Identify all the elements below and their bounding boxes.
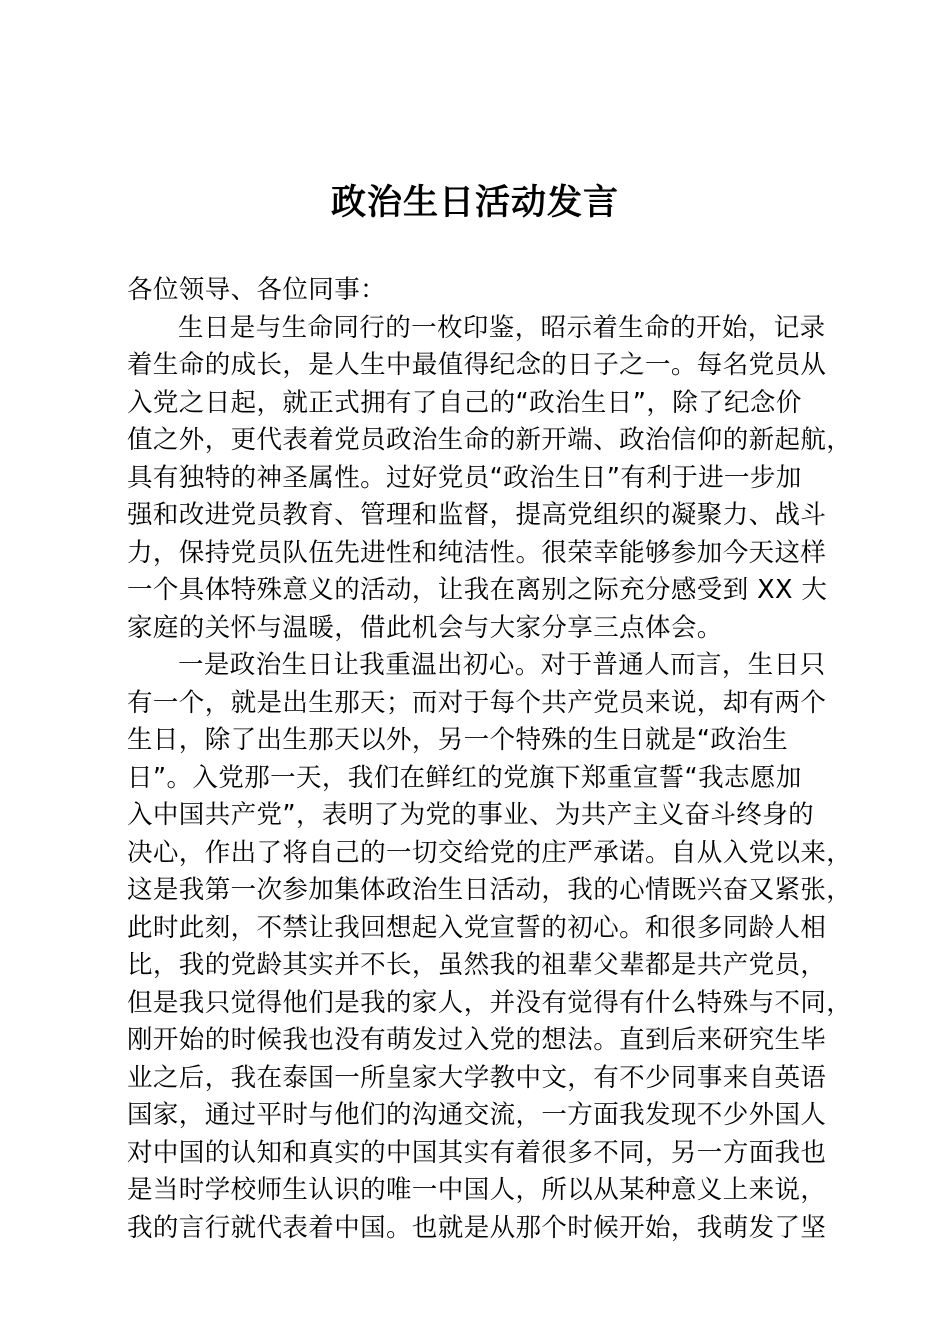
paragraph-line: 力，保持党员队伍先进性和纯洁性。很荣幸能够参加今天这样 — [127, 537, 827, 568]
paragraph-1 — [127, 310, 867, 648]
document-body — [127, 272, 867, 1247]
paragraph-line: 强和改进党员教育、管理和监督，提高党组织的凝聚力、战斗 — [127, 500, 827, 530]
paragraph-line: 这是我第一次参加集体政治生日活动，我的心情既兴奋又紧张， — [127, 875, 853, 905]
paragraph-line: 生日是与生命同行的一枚印鉴，昭示着生命的开始，记录 — [178, 312, 826, 343]
paragraph-line: 但是我只觉得他们是我的家人，并没有觉得有什么特殊与不同， — [127, 987, 853, 1018]
paragraph-line: 有一个，就是出生那天；而对于每个共产党员来说，却有两个 — [127, 687, 827, 718]
paragraph-2 — [127, 647, 867, 1247]
paragraph-line: 日”。入党那一天，我们在鲜红的党旗下郑重宣誓“我志愿加 — [127, 762, 802, 793]
paragraph-line: 着生命的成长，是人生中最值得纪念的日子之一。每名党员从 — [127, 350, 827, 380]
paragraph-line: 生日，除了出生那天以外，另一个特殊的生日就是“政治生 — [127, 725, 789, 755]
paragraph-line: 值之外，更代表着党员政治生命的新开端、政治信仰的新起航， — [127, 425, 853, 455]
paragraph-line: 刚开始的时候我也没有萌发过入党的想法。直到后来研究生毕 — [127, 1025, 827, 1055]
paragraph-line: 国家，通过平时与他们的沟通交流，一方面我发现不少外国人 — [127, 1100, 827, 1130]
paragraph-line: 决心，作出了将自己的一切交给党的庄严承诺。自从入党以来， — [127, 837, 853, 868]
paragraph-line: 一个具体特殊意义的活动，让我在离别之际充分感受到 XX 大 — [127, 575, 828, 605]
paragraph-line: 此时此刻，不禁让我回想起入党宣誓的初心。和很多同龄人相 — [127, 912, 827, 943]
paragraph-line: 我的言行就代表着中国。也就是从那个时候开始，我萌发了坚 — [127, 1212, 827, 1243]
salutation: 各位领导、各位同事： — [127, 275, 387, 305]
paragraph-line: 对中国的认知和真实的中国其实有着很多不同，另一方面我也 — [127, 1137, 827, 1168]
paragraph-line: 入中国共产党”，表明了为党的事业、为共产主义奋斗终身的 — [127, 800, 815, 830]
paragraph-line: 一是政治生日让我重温出初心。对于普通人而言，生日只 — [178, 650, 826, 680]
paragraph-line: 入党之日起，就正式拥有了自己的“政治生日”，除了纪念价 — [127, 387, 802, 418]
document-title: 政治生日活动发言 — [330, 182, 619, 223]
paragraph-line: 业之后，我在泰国一所皇家大学教中文，有不少同事来自英语 — [127, 1062, 827, 1093]
paragraph-line: 家庭的关怀与温暖，借此机会与大家分享三点体会。 — [127, 612, 723, 643]
paragraph-line: 具有独特的神圣属性。过好党员“政治生日”有利于进一步加 — [127, 462, 802, 493]
paragraph-line: 是当时学校师生认识的唯一中国人，所以从某种意义上来说， — [127, 1175, 827, 1205]
paragraph-line: 比，我的党龄其实并不长，虽然我的祖辈父辈都是共产党员， — [127, 950, 827, 980]
